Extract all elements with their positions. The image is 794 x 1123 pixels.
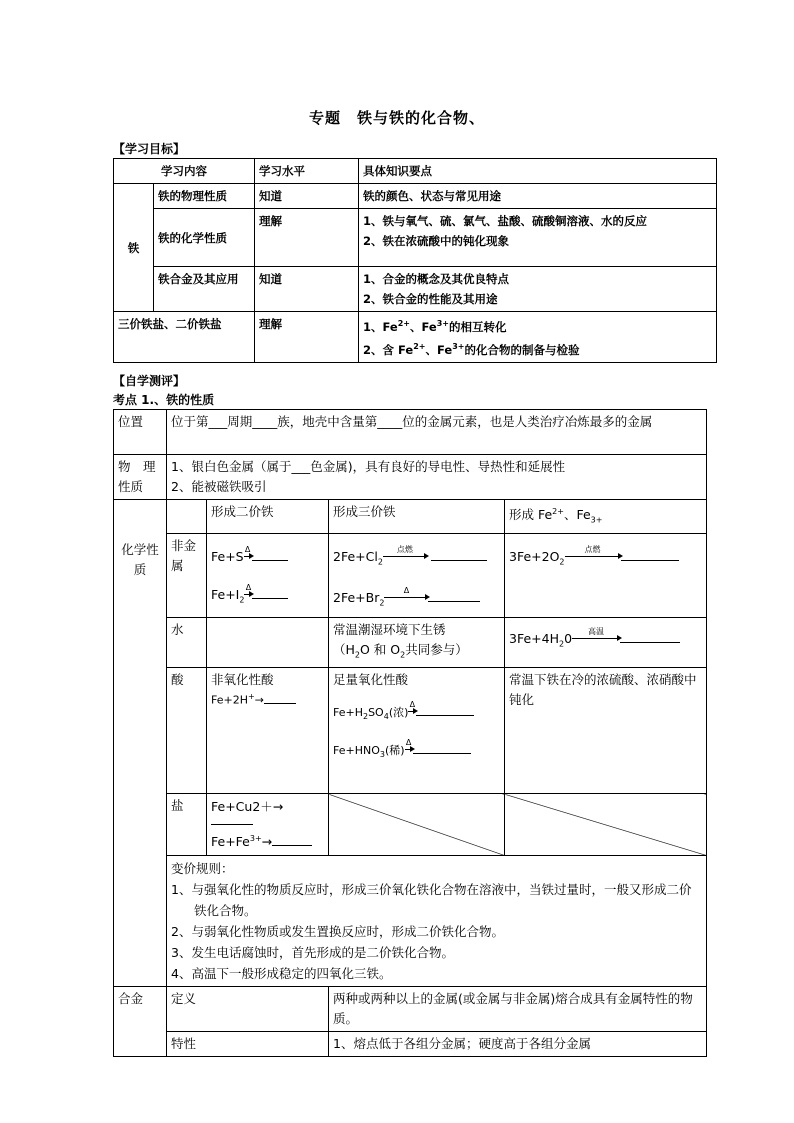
section-heading-selftest: 【自学测评】 xyxy=(113,374,186,388)
rule-item: 3、发生电话腐蚀时，首先形成的是二价铁化合物。 xyxy=(171,945,454,961)
water-label: 水 xyxy=(167,617,207,668)
equation-fe-br2: $2Fe+Br_2$ Δ xyxy=(333,591,500,611)
table-row xyxy=(114,617,707,668)
page-title: 专题 铁与铁的化合物、 xyxy=(308,109,485,127)
row-level: 理解 xyxy=(255,209,359,267)
table-row xyxy=(114,410,707,455)
col-header-fe2: 形成二价铁 xyxy=(207,500,329,534)
phys-line: 1、银白色金属（属于___色金属)，具有良好的导电性、导热性和延展性 xyxy=(171,459,566,474)
row-level: 理解 xyxy=(255,312,359,363)
row-content: 铁的物理性质 xyxy=(154,184,255,209)
table-row xyxy=(114,668,707,794)
equation-fe-i2: $Fe+I_2$ Δ xyxy=(211,588,324,608)
table-row xyxy=(114,1032,707,1057)
header-content: 学习内容 xyxy=(114,159,255,184)
phys-label: 物 理性质 xyxy=(114,455,167,500)
table-row xyxy=(114,533,707,617)
phys-line: 2、能被磁铁吸引 xyxy=(171,479,267,494)
empty-diagonal-cell xyxy=(329,794,505,856)
row-point: 1、铁与氧气、硫、氯气、盐酸、硫酸铜溶液、水的反应 xyxy=(363,214,647,228)
row-content: 铁的化学性质 xyxy=(154,209,255,267)
property-label: 特性 xyxy=(167,1032,329,1057)
header-level: 学习水平 xyxy=(255,159,359,184)
rule-item: 2、与弱氧化性物质或发生置换反应时，形成二价铁化合物。 xyxy=(171,924,504,940)
row-level: 知道 xyxy=(255,267,359,312)
equation-fe-cl2: $2Fe+Cl_2$ 点燃 xyxy=(333,550,500,570)
row-point: 1、合金的概念及其优良特点 xyxy=(363,272,510,286)
iron-properties-table xyxy=(113,409,707,1057)
table-row xyxy=(114,184,717,209)
row-point: 铁的颜色、状态与常见用途 xyxy=(359,184,717,209)
position-text: 位于第___周期____族，地壳中含量第____位的金属元素，也是人类治疗冶炼最多的金属 xyxy=(167,410,707,455)
row-content: 铁合金及其应用 xyxy=(154,267,255,312)
definition-label: 定义 xyxy=(167,987,329,1032)
table-row xyxy=(114,209,717,267)
row-point: 2、铁合金的性能及其用途 xyxy=(363,292,498,306)
header-points: 具体知识要点 xyxy=(359,159,717,184)
table-row xyxy=(114,987,707,1032)
col-header-fe3: 形成三价铁 xyxy=(329,500,505,534)
row-point: 2、铁在浓硫酸中的钝化现象 xyxy=(363,234,510,248)
equation-fe-hno3: $Fe+HNO_3$(稀) Δ xyxy=(333,744,500,762)
group-iron: 铁 xyxy=(114,184,154,312)
row-content: 三价铁盐、二价铁盐 xyxy=(114,312,255,363)
row-point: 1、$Fe^{2+}$、$Fe^{3+}$的相互转化 xyxy=(363,319,507,334)
equation-fe-h2so4: $Fe+H_2SO_4$(浓) Δ xyxy=(333,706,500,724)
nonox-acid-label: 非氧化性酸 xyxy=(211,672,274,688)
table-row xyxy=(114,312,717,363)
water-rust-text: 常温潮湿环境下生锈 xyxy=(333,621,446,637)
equation-fe-fe3: $Fe+Fe^{3+}\to$ xyxy=(211,832,324,849)
alloy-label: 合金 xyxy=(114,987,167,1057)
col-header-mixed: 形成 $Fe^{2+}$、$Fe_{3+}$ xyxy=(505,500,707,534)
table-row xyxy=(114,794,707,856)
rule-item: 4、高温下一般形成稳定的四氧化三铁。 xyxy=(171,966,392,982)
acid-label: 酸 xyxy=(167,668,207,794)
equation-fe-s: Fe+S Δ xyxy=(211,550,324,566)
equation-fe-h2o: $3Fe+4H_20$ 高温 xyxy=(509,632,702,652)
section-heading-goals: 【学习目标】 xyxy=(113,142,186,156)
row-point: 2、含 $Fe^{2+}$、$Fe^{3+}$的化合物的制备与检验 xyxy=(363,341,580,357)
table-row xyxy=(114,856,707,987)
chem-label: 化学性质 xyxy=(114,500,167,987)
passivation-text: 常温下铁在冷的浓硫酸、浓硝酸中钝化 xyxy=(505,668,707,794)
topic-heading: 考点 1.、铁的性质 xyxy=(113,393,215,407)
empty-diagonal-cell xyxy=(505,794,707,856)
salt-label: 盐 xyxy=(167,794,207,856)
learning-goals-table xyxy=(113,158,717,363)
table-row xyxy=(114,455,707,500)
table-row xyxy=(114,267,717,312)
definition-text: 两种或两种以上的金属(或金属与非金属)熔合成具有金属特性的物质。 xyxy=(329,987,707,1032)
ox-acid-label: 足量氧化性酸 xyxy=(333,672,409,688)
property-text: 1、熔点低于各组分金属；硬度高于各组分金属 xyxy=(329,1032,707,1057)
position-label: 位置 xyxy=(114,410,167,455)
equation-fe-acid: Fe+2H+→ xyxy=(211,690,324,708)
rules-title: 变价规则： xyxy=(171,861,234,877)
equation-fe-cu: Fe+Cu2＋→ xyxy=(211,799,284,815)
rule-item: 1、与强氧化性的物质反应时，形成三价氧化铁化合物在溶液中，当铁过量时，一般又形成二价铁化合物。 xyxy=(171,882,692,919)
nonmetal-label: 非金属 xyxy=(167,533,207,617)
table-row xyxy=(114,500,707,534)
water-rust-note: （$H_2O$ 和 $O_2$共同参与） xyxy=(333,641,468,660)
equation-fe-o2: $3Fe+2O_2$ 点燃 xyxy=(509,550,702,570)
row-level: 知道 xyxy=(255,184,359,209)
